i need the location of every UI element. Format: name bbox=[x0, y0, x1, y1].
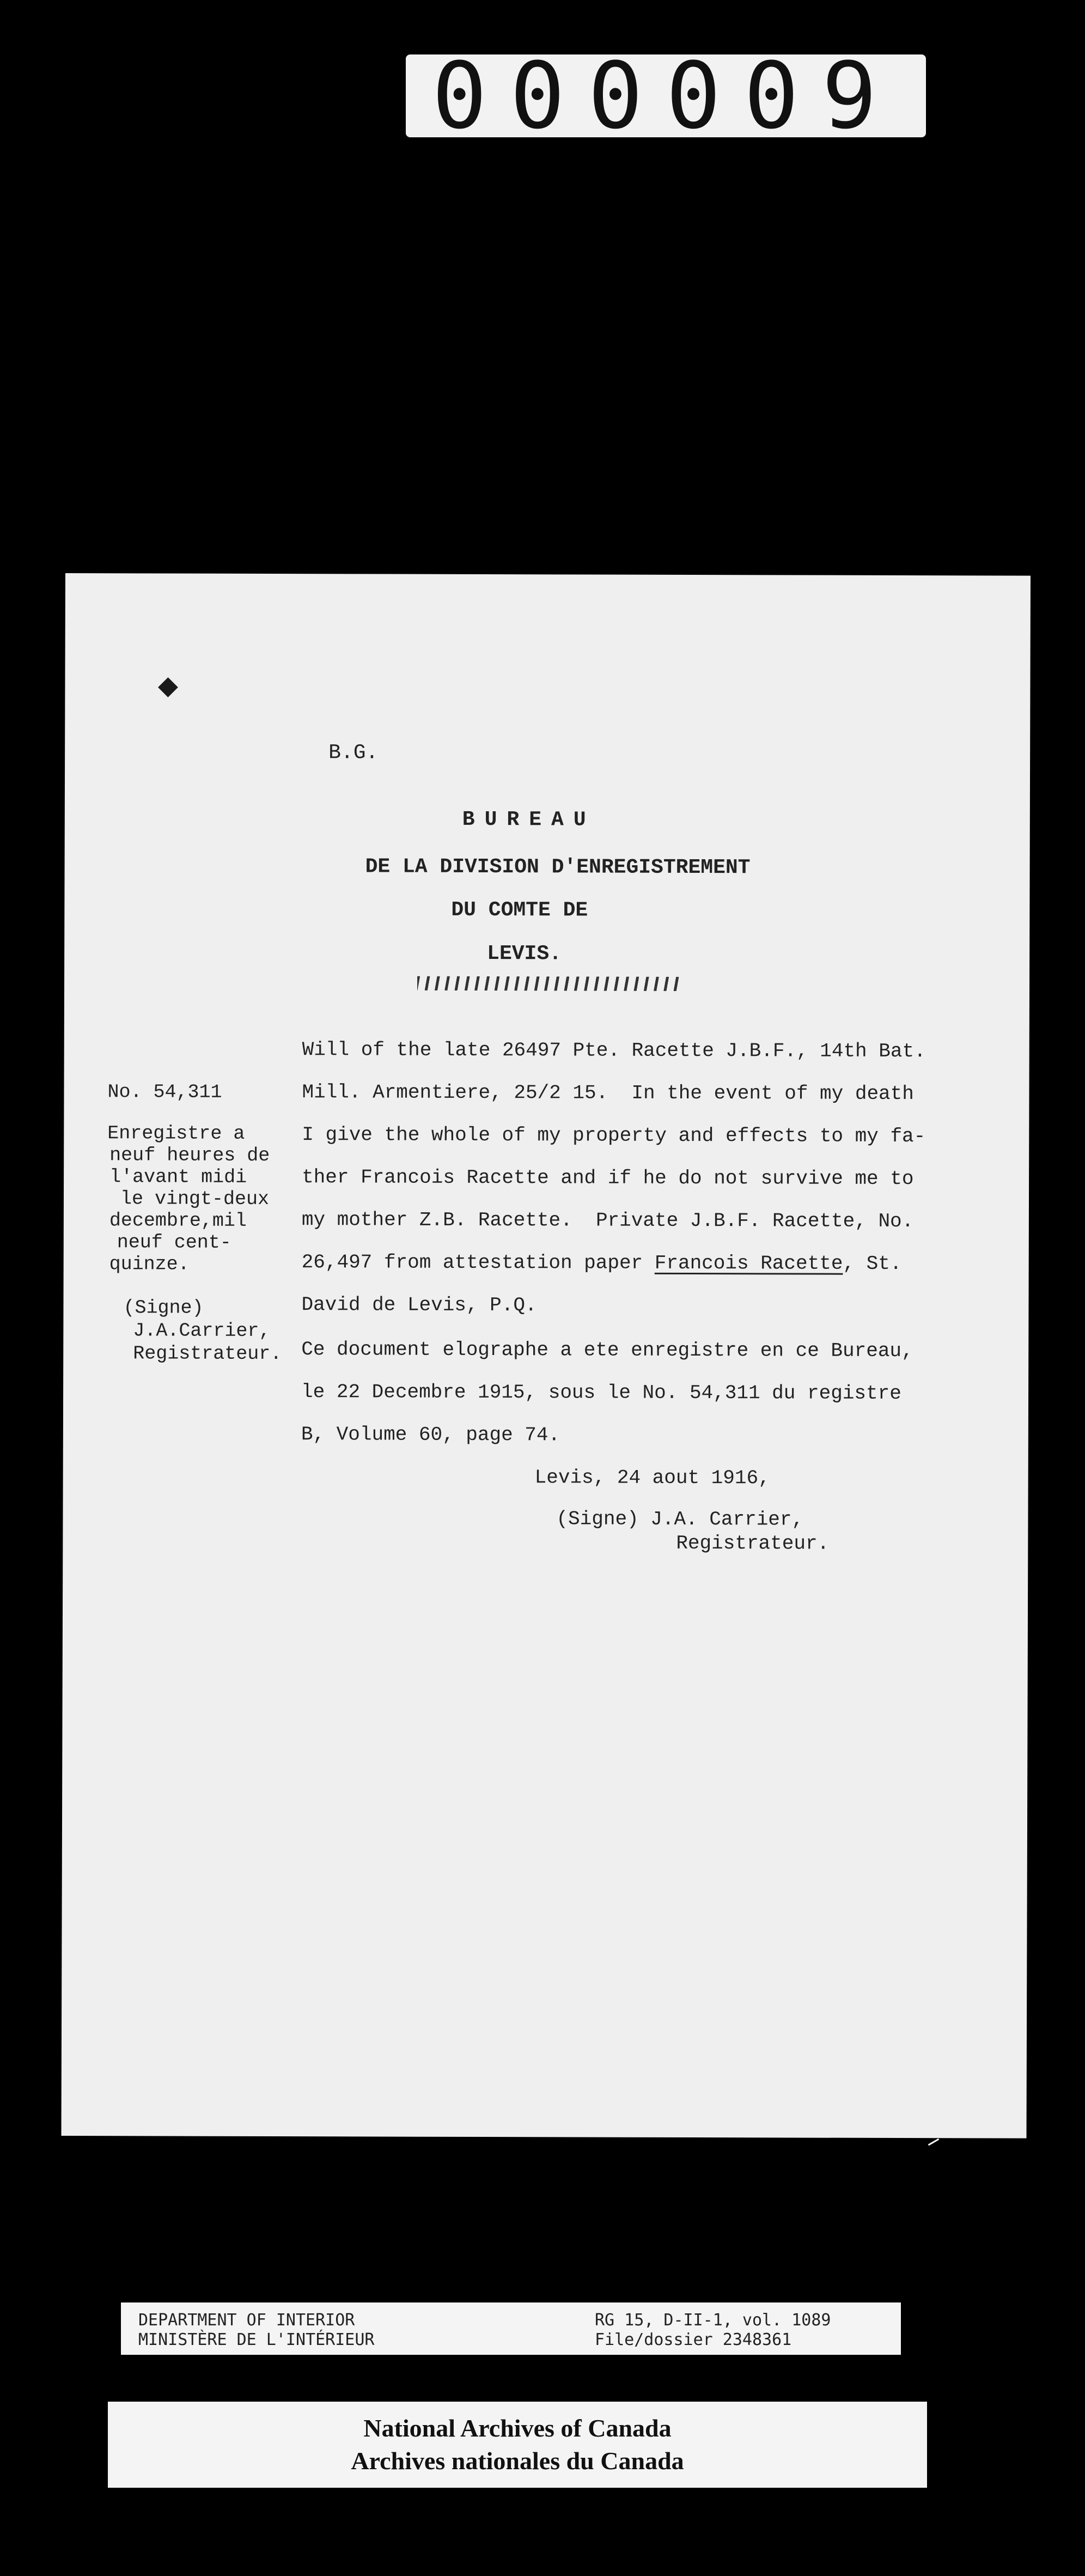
margin-signature-1: (Signe) bbox=[123, 1297, 204, 1319]
margin-note-6: neuf cent- bbox=[117, 1231, 231, 1254]
body-line-10: B, Volume 60, page 74. bbox=[301, 1423, 560, 1447]
header-division: DE LA DIVISION D'ENREGISTREMENT bbox=[365, 855, 751, 880]
header-bureau: BUREAU bbox=[462, 807, 596, 832]
body-line-6 bbox=[302, 1253, 902, 1274]
initials: B.G. bbox=[328, 741, 379, 765]
archive-reference-label bbox=[121, 2302, 901, 2355]
signature-line: (Signe) J.A. Carrier, bbox=[556, 1508, 804, 1531]
margin-note-1: Enregistre a bbox=[107, 1122, 245, 1145]
body-line-3: I give the whole of my property and effects to my fa- bbox=[302, 1123, 926, 1148]
decorative-rule bbox=[417, 976, 683, 991]
margin-note-5: decembre,mil bbox=[109, 1210, 247, 1232]
frame-number: 000009 bbox=[406, 54, 926, 137]
after-name-text: , St. bbox=[843, 1252, 902, 1275]
margin-number: No. 54,311 bbox=[107, 1081, 222, 1103]
archives-en: National Archives of Canada bbox=[363, 2414, 672, 2442]
margin-note-4: le vingt-deux bbox=[120, 1188, 270, 1210]
body-line-2: Mill. Armentiere, 25/2 15. In the event of my death bbox=[302, 1081, 914, 1105]
date-line: Levis, 24 aout 1916, bbox=[534, 1466, 770, 1490]
body-line-5: my mother Z.B. Racette. Private J.B.F. Racette, No. bbox=[301, 1208, 914, 1233]
department-fr: MINISTÈRE DE L'INTÉRIEUR bbox=[138, 2330, 375, 2349]
body-line-9: le 22 Decembre 1915, sous le No. 54,311 du registre bbox=[301, 1381, 901, 1405]
body-line-1: Will of the late 26497 Pte. Racette J.B.F., 14th Bat. bbox=[302, 1038, 926, 1063]
margin-note-3: l'avant midi bbox=[109, 1166, 247, 1188]
attestation-text: 26,497 from attestation paper bbox=[301, 1251, 655, 1274]
diamond-marker-icon bbox=[158, 677, 178, 697]
department-en: DEPARTMENT OF INTERIOR bbox=[138, 2311, 355, 2330]
header-comte: DU COMTE DE bbox=[451, 898, 588, 922]
header-levis: LEVIS. bbox=[487, 942, 562, 966]
document-page bbox=[61, 573, 1031, 2138]
margin-signature-3: Registrateur. bbox=[133, 1342, 282, 1365]
margin-note-7: quinze. bbox=[109, 1253, 190, 1275]
body-line-8: Ce document elographe a ete enregistre en ce Bureau, bbox=[301, 1338, 913, 1363]
edge-tick-mark bbox=[928, 2138, 940, 2146]
archives-canada-label bbox=[108, 2402, 927, 2488]
margin-note-2: neuf heures de bbox=[109, 1144, 270, 1167]
signature-title: Registrateur. bbox=[676, 1532, 830, 1555]
archive-file: File/dossier 2348361 bbox=[595, 2330, 792, 2349]
body-line-7: David de Levis, P.Q. bbox=[301, 1293, 537, 1317]
archive-reference: RG 15, D-II-1, vol. 1089 bbox=[595, 2311, 831, 2330]
underlined-name: Francois Racette bbox=[654, 1251, 843, 1275]
margin-signature-2: J.A.Carrier, bbox=[133, 1320, 271, 1342]
archives-fr: Archives nationales du Canada bbox=[351, 2447, 684, 2475]
body-line-4: ther Francois Racette and if he do not survive me to bbox=[302, 1166, 914, 1190]
